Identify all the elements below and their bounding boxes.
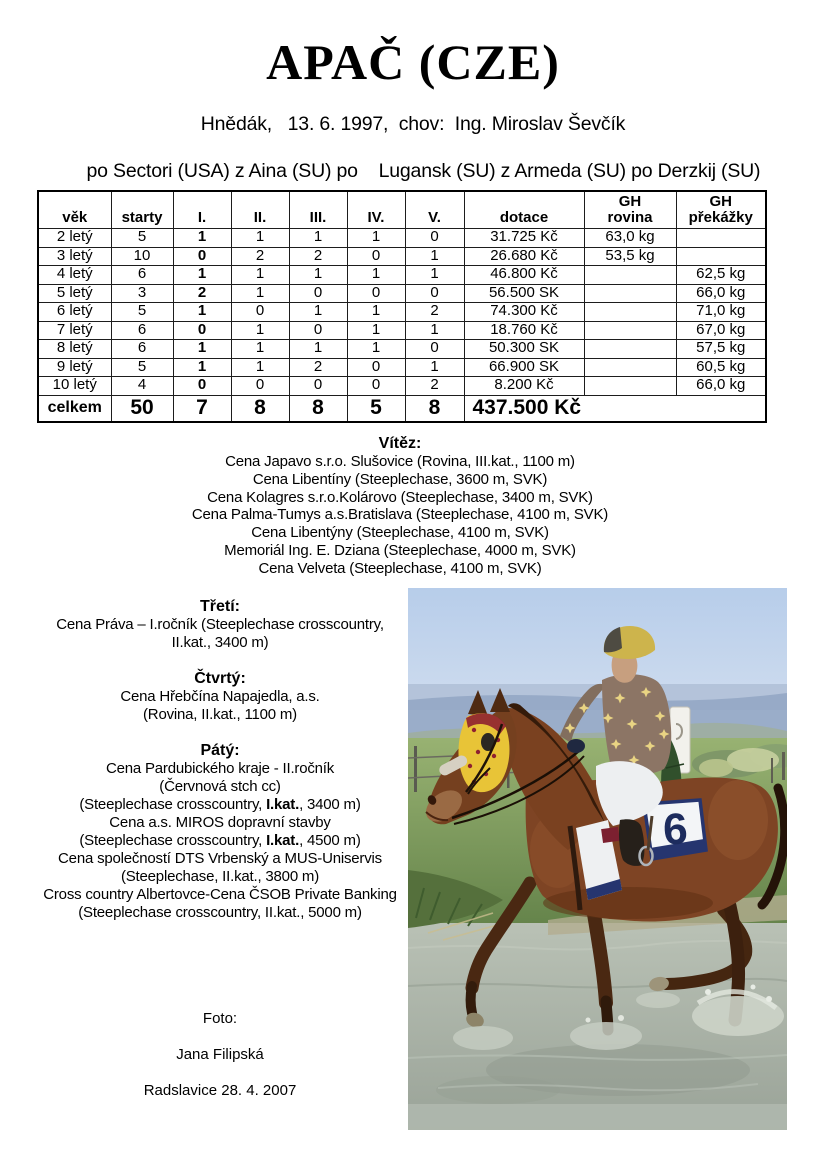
table-cell: 0 (405, 284, 464, 303)
result-line-segment: , 4500 m) (299, 832, 361, 849)
column-header-label: dotace (499, 209, 549, 226)
table-cell: 0 (347, 247, 405, 266)
table-cell: 0 (347, 284, 405, 303)
table-cell: 1 (231, 358, 289, 377)
column-header-top: GH (709, 193, 732, 210)
stats-body (38, 229, 766, 396)
table-cell: 50.300 SK (464, 340, 584, 359)
table-cell: 0 (231, 377, 289, 396)
section-third (8, 598, 432, 652)
table-cell: 1 (347, 321, 405, 340)
result-line (8, 850, 432, 868)
result-line-segment: (Steeplechase crosscountry, (79, 832, 267, 849)
table-cell: 63,0 kg (584, 229, 676, 248)
table-cell: 1 (231, 284, 289, 303)
saddle-number: 6 (661, 804, 689, 855)
table-cell: 5 letý (38, 284, 111, 303)
section-fifth (8, 742, 432, 922)
result-line-segment: Cena Práva – I.ročník (Steeplechase crosscountry, (56, 616, 384, 633)
table-cell: 4 letý (38, 266, 111, 285)
table-cell: 0 (405, 229, 464, 248)
result-line (0, 453, 800, 471)
result-line (8, 706, 432, 724)
result-line (0, 560, 800, 578)
table-cell: 66.900 SK (464, 358, 584, 377)
column-header-label: věk (62, 209, 88, 226)
table-cell: 1 (173, 303, 231, 322)
winner-lines (0, 453, 800, 578)
table-cell: 57,5 kg (676, 340, 766, 359)
column-header-label: rovina (607, 209, 653, 226)
winner-heading: Vítěz: (378, 435, 422, 452)
result-line-segment: Cross country Albertovce-Cena ČSOB Private Banking (43, 886, 397, 903)
table-cell: 0 (289, 284, 347, 303)
result-line (8, 832, 432, 850)
result-line-segment: Cena Kolagres s.r.o.Kolárovo (Steeplechase, 3400 m, SVK) (207, 488, 593, 506)
table-cell (584, 377, 676, 396)
table-cell: 0 (289, 321, 347, 340)
table-cell: 1 (231, 321, 289, 340)
table-cell: 18.760 Kč (464, 321, 584, 340)
table-cell (584, 321, 676, 340)
result-line (8, 778, 432, 796)
table-cell: 0 (405, 340, 464, 359)
table-cell: 1 (173, 358, 231, 377)
result-line-segment: I.kat. (266, 832, 300, 849)
table-cell: 1 (173, 340, 231, 359)
column-header (464, 191, 584, 229)
result-line-segment: Cena Libentíny (Steeplechase, 3600 m, SVK) (252, 470, 548, 488)
result-line (8, 796, 432, 814)
table-cell: 74.300 Kč (464, 303, 584, 322)
section-fourth (8, 670, 432, 724)
table-cell: 71,0 kg (676, 303, 766, 322)
table-cell (584, 266, 676, 285)
result-line-segment: Cena Japavo s.r.o. Slušovice (Rovina, III.kat., 1100 m) (225, 453, 575, 470)
table-cell: 1 (173, 229, 231, 248)
table-total-cell: 50 (111, 395, 173, 422)
table-cell (676, 247, 766, 266)
jockey-glove (567, 739, 585, 753)
result-line (8, 868, 432, 886)
table-cell: 2 (405, 377, 464, 396)
table-total-cell: 7 (173, 395, 231, 422)
table-cell (584, 358, 676, 377)
table-cell: 46.800 Kč (464, 266, 584, 285)
photographer-name: Jana Filipská (176, 1046, 264, 1063)
table-cell: 3 letý (38, 247, 111, 266)
third-heading: Třetí: (200, 598, 240, 615)
page-title: APAČ (CZE) (266, 34, 560, 90)
table-row (38, 266, 766, 285)
result-line (8, 688, 432, 706)
table-cell (584, 303, 676, 322)
table-cell: 10 (111, 247, 173, 266)
table-cell: 31.725 Kč (464, 229, 584, 248)
table-cell: 6 letý (38, 303, 111, 322)
table-cell: 1 (347, 340, 405, 359)
result-line-segment: (Rovina, II.kat., 1100 m) (143, 706, 297, 723)
table-cell: 1 (289, 303, 347, 322)
table-cell: 2 (231, 247, 289, 266)
column-header-label: V. (428, 209, 441, 226)
table-cell: 26.680 Kč (464, 247, 584, 266)
fifth-heading: Pátý: (200, 742, 240, 759)
result-line-segment: Cena Pardubického kraje - II.ročník (105, 760, 335, 777)
column-header-label: III. (309, 209, 327, 226)
column-header (676, 191, 766, 229)
table-cell: 0 (347, 358, 405, 377)
table-cell: 1 (405, 358, 464, 377)
table-cell: 8.200 Kč (464, 377, 584, 396)
column-header (405, 191, 464, 229)
result-line (8, 814, 432, 832)
table-cell: 6 (111, 266, 173, 285)
table-cell: 0 (231, 303, 289, 322)
foto-label: Foto: (202, 1010, 238, 1027)
stats-table (37, 190, 767, 423)
table-cell: 6 (111, 321, 173, 340)
stats-header-row (38, 191, 766, 229)
table-cell: 10 letý (38, 377, 111, 396)
stats-total-row (38, 395, 766, 422)
result-line-segment: Cena Palma-Tumys a.s.Bratislava (Steeplechase, 4100 m, SVK) (191, 506, 609, 524)
result-line (8, 634, 432, 652)
result-line (8, 904, 432, 922)
table-cell: 0 (347, 377, 405, 396)
table-row (38, 303, 766, 322)
result-line-segment: (Steeplechase crosscountry, (79, 796, 267, 813)
horse-photo-svg (408, 588, 787, 1130)
table-cell: 1 (173, 266, 231, 285)
table-cell: 5 (111, 229, 173, 248)
result-line-segment: (Červnová stch cc) (159, 778, 281, 795)
result-line-segment: Cena Libentýny (Steeplechase, 4100 m, SVK) (251, 524, 549, 542)
table-cell: 66,0 kg (676, 377, 766, 396)
result-line (0, 471, 800, 489)
table-cell: 1 (347, 303, 405, 322)
table-cell: 2 (289, 247, 347, 266)
table-cell: 1 (231, 266, 289, 285)
result-line-segment: Cena Velveta (Steeplechase, 4100 m, SVK) (258, 559, 542, 577)
table-cell: 1 (231, 229, 289, 248)
table-cell: 2 (173, 284, 231, 303)
table-cell: 1 (231, 340, 289, 359)
table-cell (676, 229, 766, 248)
result-line (0, 542, 800, 560)
location-date: Radslavice 28. 4. 2007 (143, 1082, 297, 1099)
column-header (584, 191, 676, 229)
table-cell: 8 letý (38, 340, 111, 359)
table-row (38, 358, 766, 377)
result-line-segment: , 3400 m) (299, 796, 361, 813)
table-cell: 2 (289, 358, 347, 377)
table-cell: 67,0 kg (676, 321, 766, 340)
result-line-segment: Memoriál Ing. E. Dziana (Steeplechase, 4000 m, SVK) (224, 541, 576, 559)
table-cell (584, 284, 676, 303)
table-row (38, 284, 766, 303)
result-line (8, 886, 432, 904)
table-cell: 2 letý (38, 229, 111, 248)
table-cell: 1 (347, 229, 405, 248)
result-line-segment: I.kat. (266, 796, 300, 813)
table-cell: 3 (111, 284, 173, 303)
results-left-column (8, 598, 432, 940)
table-cell: 60,5 kg (676, 358, 766, 377)
table-cell: 7 letý (38, 321, 111, 340)
result-line (8, 616, 432, 634)
table-cell: 1 (405, 266, 464, 285)
result-line (0, 489, 800, 507)
fifth-lines (8, 760, 432, 922)
table-cell: 4 (111, 377, 173, 396)
result-line-segment: (Steeplechase crosscountry, II.kat., 5000 m) (78, 904, 362, 921)
column-header-label: I. (197, 209, 207, 226)
table-cell: 62,5 kg (676, 266, 766, 285)
column-header-label: překážky (688, 209, 753, 226)
column-header-top: GH (618, 193, 642, 210)
table-cell: 0 (173, 377, 231, 396)
column-header (347, 191, 405, 229)
table-total-cell: 5 (347, 395, 405, 422)
table-cell: 5 (111, 358, 173, 377)
table-cell: 1 (289, 340, 347, 359)
table-cell: 1 (289, 266, 347, 285)
table-cell: 1 (347, 266, 405, 285)
photo-credit-block (8, 1010, 432, 1118)
fourth-heading: Čtvrtý: (194, 670, 246, 687)
table-cell: 9 letý (38, 358, 111, 377)
table-cell: 56.500 SK (464, 284, 584, 303)
table-row (38, 247, 766, 266)
table-cell: 2 (405, 303, 464, 322)
table-row (38, 340, 766, 359)
table-cell: 0 (173, 247, 231, 266)
result-line (0, 524, 800, 542)
result-line (0, 506, 800, 524)
table-total-cell: 437.500 Kč (464, 395, 766, 422)
table-row (38, 377, 766, 396)
result-line (8, 760, 432, 778)
table-total-cell: 8 (289, 395, 347, 422)
fourth-lines (8, 688, 432, 724)
column-header-label: IV. (367, 209, 385, 226)
column-header-label: II. (253, 209, 267, 226)
subtitle-line-2: po Sectori (USA) z Aina (SU) po Lugansk (SU) z Armeda (SU) po Derzkij (SU) (86, 160, 761, 182)
table-total-cell: 8 (231, 395, 289, 422)
column-header (38, 191, 111, 229)
table-row (38, 229, 766, 248)
table-cell: 1 (405, 247, 464, 266)
table-total-cell: 8 (405, 395, 464, 422)
column-header (231, 191, 289, 229)
result-line-segment: Cena společností DTS Vrbenský a MUS-Uniservis (58, 850, 382, 867)
table-cell: 1 (405, 321, 464, 340)
table-cell: 0 (289, 377, 347, 396)
result-line-segment: Cena Hřebčína Napajedla, a.s. (120, 688, 320, 705)
section-winner (0, 435, 800, 578)
column-header (289, 191, 347, 229)
result-line-segment: (Steeplechase, II.kat., 3800 m) (120, 868, 320, 885)
table-cell: 5 (111, 303, 173, 322)
table-total-cell: celkem (38, 395, 111, 422)
horse-photo (408, 588, 787, 1130)
result-line-segment: II.kat., 3400 m) (171, 634, 269, 651)
subtitle-line-1: Hnědák, 13. 6. 1997, chov: Ing. Miroslav Ševčík (200, 113, 626, 135)
third-lines (8, 616, 432, 652)
column-header-label: starty (121, 209, 163, 226)
column-header (111, 191, 173, 229)
table-cell (584, 340, 676, 359)
table-cell: 66,0 kg (676, 284, 766, 303)
table-cell: 1 (289, 229, 347, 248)
table-cell: 53,5 kg (584, 247, 676, 266)
table-cell: 0 (173, 321, 231, 340)
result-line-segment: Cena a.s. MIROS dopravní stavby (109, 814, 331, 831)
table-cell: 6 (111, 340, 173, 359)
table-row (38, 321, 766, 340)
column-header (173, 191, 231, 229)
